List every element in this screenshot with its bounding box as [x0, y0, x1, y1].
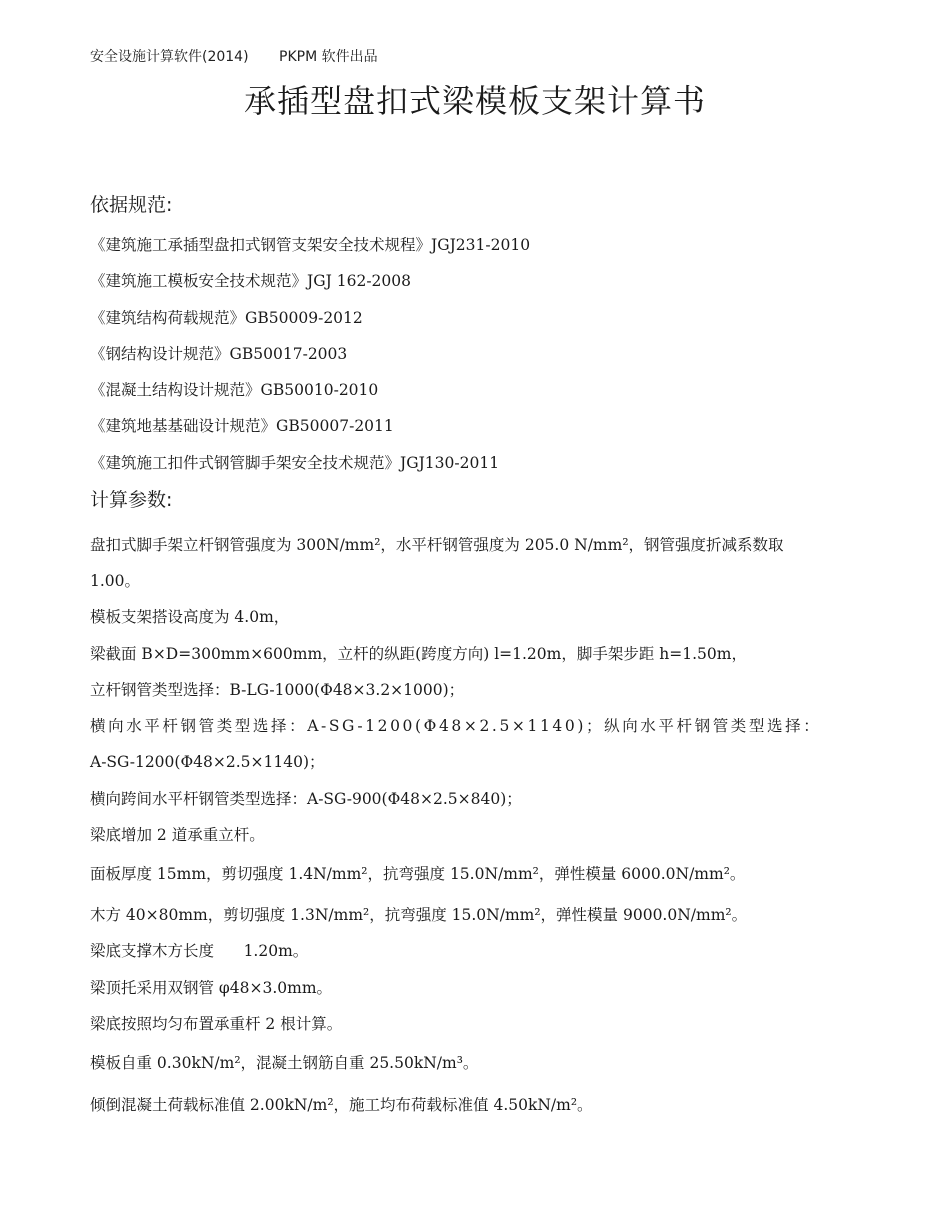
param-line: 梁顶托采用双钢管 φ48×3.0mm。 [90, 979, 333, 997]
param-line: 梁底增加 2 道承重立杆。 [90, 826, 265, 844]
param-line: 模板自重 0.30kN/m²，混凝土钢筋自重 25.50kN/m³。 [90, 1054, 479, 1072]
params-heading: 计算参数: [90, 489, 173, 511]
running-header [90, 46, 378, 66]
param-line: 面板厚度 15mm，剪切强度 1.4N/mm²，抗弯强度 15.0N/mm²，弹性模量 6000.0N/mm²。 [90, 865, 746, 883]
param-line: 梁底按照均匀布置承重杆 2 根计算。 [90, 1015, 343, 1033]
software-name: 安全设施计算软件(2014) [90, 49, 249, 65]
param-line: 横向跨间水平杆钢管类型选择：A-SG-900(Φ48×2.5×840)； [90, 790, 522, 808]
param-line: 梁截面 B×D=300mm×600mm，立杆的纵距(跨度方向) l=1.20m，脚手架步距 h=1.50m， [90, 645, 747, 663]
basis-item: 《建筑结构荷载规范》GB50009-2012 [90, 309, 363, 327]
param-line: 木方 40×80mm，剪切强度 1.3N/mm²，抗弯强度 15.0N/mm²，弹性模量 9000.0N/mm²。 [90, 906, 748, 924]
param-line: 立杆钢管类型选择：B-LG-1000(Φ48×3.2×1000)； [90, 681, 465, 699]
param-line: 模板支架搭设高度为 4.0m， [90, 608, 290, 626]
basis-heading: 依据规范: [90, 194, 173, 216]
basis-item: 《建筑施工模板安全技术规范》JGJ 162-2008 [90, 272, 412, 290]
param-line: 1.00。 [90, 572, 141, 590]
param-line: 倾倒混凝土荷载标准值 2.00kN/m²，施工均布荷载标准值 4.50kN/m²。 [90, 1096, 593, 1114]
param-line: 盘扣式脚手架立杆钢管强度为 300N/mm²，水平杆钢管强度为 205.0 N/mm²，钢管强度折减系数取 [90, 536, 784, 554]
basis-item: 《钢结构设计规范》GB50017-2003 [90, 345, 348, 363]
param-line: 横向水平杆钢管类型选择：A-SG-1200(Φ48×2.5×1140)；纵向水平杆钢管类型选择： [90, 717, 822, 735]
document-title: 承插型盘扣式梁模板支架计算书 [243, 82, 706, 120]
publisher-name: PKPM 软件出品 [279, 49, 378, 65]
basis-item: 《建筑地基基础设计规范》GB50007-2011 [90, 417, 394, 435]
basis-item: 《建筑施工承插型盘扣式钢管支架安全技术规程》JGJ231-2010 [90, 236, 531, 254]
param-line: A-SG-1200(Φ48×2.5×1140)； [90, 753, 325, 771]
param-line: 梁底支撑木方长度 1.20m。 [90, 942, 309, 960]
basis-item: 《混凝土结构设计规范》GB50010-2010 [90, 381, 379, 399]
basis-item: 《建筑施工扣件式钢管脚手架安全技术规范》JGJ130-2011 [90, 454, 500, 472]
